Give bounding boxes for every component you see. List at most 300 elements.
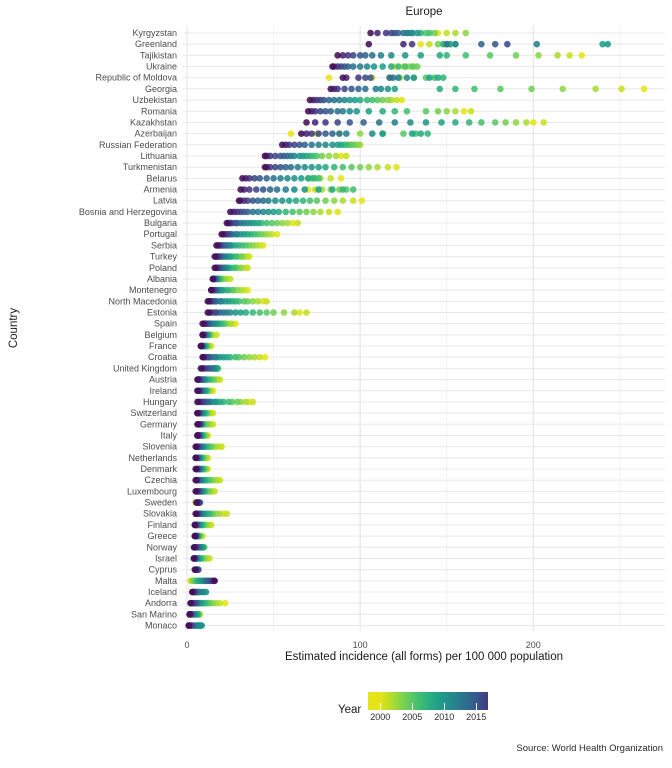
data-point — [346, 119, 353, 126]
data-point — [535, 52, 542, 59]
y-tick-label: Monaco — [144, 620, 177, 631]
legend-gradient — [368, 692, 488, 710]
data-point — [369, 52, 376, 59]
y-tick-label: Croatia — [147, 352, 177, 363]
data-point — [185, 622, 192, 629]
data-point — [604, 41, 611, 48]
data-point — [513, 52, 520, 59]
data-point — [357, 52, 364, 59]
data-point — [312, 119, 319, 126]
data-point — [315, 142, 322, 149]
data-point — [322, 197, 329, 204]
data-point — [513, 119, 520, 126]
y-tick-label: Lithuania — [140, 150, 177, 161]
data-point — [388, 52, 395, 59]
y-tick-label: Bosnia and Herzegovina — [78, 206, 177, 217]
legend-tick — [444, 703, 445, 710]
data-point — [385, 86, 392, 93]
data-point — [300, 197, 307, 204]
data-point — [314, 197, 321, 204]
data-point — [239, 175, 246, 182]
legend-colorbar — [368, 692, 488, 728]
data-point — [199, 320, 206, 327]
data-point — [411, 74, 418, 81]
data-point — [366, 164, 373, 171]
data-point — [305, 175, 312, 182]
y-tick-label: Tajikistan — [139, 50, 177, 61]
data-point — [199, 332, 206, 339]
data-point — [559, 86, 566, 93]
y-tick-label: France — [148, 341, 177, 352]
data-point — [322, 119, 329, 126]
y-tick-label: Belgium — [144, 329, 177, 340]
data-point — [348, 164, 355, 171]
data-point — [468, 108, 475, 115]
data-point — [194, 421, 201, 428]
y-tick-label: Czechia — [144, 475, 177, 486]
country-row — [288, 130, 431, 137]
data-point — [374, 30, 381, 37]
data-point — [423, 119, 430, 126]
data-point — [281, 309, 288, 316]
data-point — [291, 309, 298, 316]
data-point — [289, 209, 296, 216]
data-point — [641, 86, 648, 93]
legend-title: Year — [338, 704, 362, 716]
y-tick-label: Netherlands — [128, 452, 177, 463]
data-point — [353, 108, 360, 115]
country-row — [218, 231, 280, 238]
country-row — [279, 142, 364, 149]
data-point — [350, 197, 357, 204]
x-axis-label: Estimated incidence (all forms) per 100 000 population — [284, 651, 564, 663]
data-point — [492, 119, 499, 126]
y-tick-label: Estonia — [146, 307, 177, 318]
data-point — [327, 86, 334, 93]
legend-tick-label: 2010 — [434, 712, 455, 722]
data-point — [272, 197, 279, 204]
data-point — [393, 164, 400, 171]
country-row — [187, 578, 218, 585]
data-point — [435, 74, 442, 81]
country-row — [192, 510, 230, 517]
data-point — [191, 533, 198, 540]
data-point — [308, 142, 315, 149]
y-tick-label: Latvia — [152, 195, 177, 206]
data-point — [298, 130, 305, 137]
country-row — [199, 320, 238, 327]
country-row — [192, 443, 225, 450]
data-point — [331, 197, 338, 204]
country-row — [185, 622, 205, 629]
data-point — [211, 264, 218, 271]
data-point — [291, 175, 298, 182]
country-row — [329, 63, 420, 70]
y-tick-label: Switzerland — [130, 408, 177, 419]
data-point — [308, 164, 315, 171]
data-point — [443, 30, 450, 37]
data-point — [409, 41, 416, 48]
y-tick-label: Poland — [148, 262, 177, 273]
y-tick-label: Sweden — [144, 497, 177, 508]
data-point — [443, 108, 450, 115]
data-point — [277, 175, 284, 182]
data-point — [379, 130, 386, 137]
data-point — [360, 119, 367, 126]
data-point — [295, 164, 302, 171]
country-row — [211, 264, 250, 271]
country-row — [213, 242, 266, 249]
data-point — [270, 309, 277, 316]
data-point — [296, 209, 303, 216]
data-point — [334, 119, 341, 126]
y-tick-label: United Kingdom — [112, 363, 177, 374]
data-point — [504, 41, 511, 48]
data-point — [303, 119, 310, 126]
data-point — [426, 30, 433, 37]
data-point — [224, 220, 231, 227]
data-point — [378, 52, 385, 59]
data-point — [443, 52, 450, 59]
data-point — [462, 52, 469, 59]
country-row — [194, 421, 216, 428]
data-point — [331, 164, 338, 171]
data-point — [402, 63, 409, 70]
data-point — [282, 186, 289, 193]
country-row — [192, 466, 211, 473]
data-point — [326, 209, 333, 216]
data-point — [322, 164, 329, 171]
data-point — [478, 119, 485, 126]
data-point — [198, 365, 205, 372]
data-point — [592, 86, 599, 93]
legend-tick — [380, 703, 381, 710]
country-row — [194, 376, 223, 383]
data-point — [329, 186, 336, 193]
data-point — [492, 41, 499, 48]
data-point — [315, 186, 322, 193]
data-point — [383, 30, 390, 37]
data-point — [253, 186, 260, 193]
legend-tick-label: 2000 — [370, 712, 391, 722]
y-tick-label: Slovakia — [142, 508, 177, 519]
data-point — [263, 298, 270, 305]
y-tick-label: Italy — [160, 430, 177, 441]
country-row — [187, 600, 228, 607]
data-point — [282, 209, 289, 216]
y-tick-label: Albania — [146, 273, 177, 284]
y-axis-label: Country — [8, 307, 20, 349]
data-point — [198, 343, 205, 350]
data-point — [343, 153, 350, 160]
data-point — [424, 130, 431, 137]
data-point — [284, 175, 291, 182]
data-point — [471, 86, 478, 93]
data-point — [523, 119, 530, 126]
data-point — [293, 197, 300, 204]
data-point — [379, 63, 386, 70]
country-row — [186, 611, 203, 618]
data-point — [400, 41, 407, 48]
data-point — [391, 108, 398, 115]
y-tick-label: Uzbekistan — [132, 95, 177, 106]
data-point — [391, 86, 398, 93]
x-tick-label: 0 — [184, 640, 190, 650]
data-point — [452, 108, 459, 115]
country-row — [211, 253, 252, 260]
data-point — [391, 119, 398, 126]
country-row — [307, 97, 405, 104]
data-point — [366, 41, 373, 48]
y-tick-label: Norway — [146, 542, 177, 553]
y-tick-label: Denmark — [140, 464, 177, 475]
data-point — [502, 119, 509, 126]
data-point — [533, 41, 540, 48]
data-point — [334, 52, 341, 59]
data-point — [305, 108, 312, 115]
country-row — [194, 432, 211, 439]
y-tick-label: Israel — [154, 553, 177, 564]
chart-title: Europe — [405, 6, 443, 18]
country-row — [189, 589, 209, 596]
data-point — [407, 119, 414, 126]
data-point — [307, 97, 314, 104]
data-point — [333, 153, 340, 160]
country-row — [239, 175, 344, 182]
country-row — [210, 276, 234, 283]
country-row — [192, 477, 223, 484]
data-point — [443, 41, 450, 48]
y-tick-label: Turkmenistan — [122, 162, 177, 173]
data-point — [213, 242, 220, 249]
data-point — [260, 186, 267, 193]
y-tick-label: Ukraine — [145, 61, 177, 72]
data-point — [497, 86, 504, 93]
data-point — [426, 74, 433, 81]
data-point — [329, 63, 336, 70]
data-point — [326, 74, 333, 81]
data-point — [204, 298, 211, 305]
country-row — [198, 365, 222, 372]
legend-tick — [412, 703, 413, 710]
y-tick-label: Belarus — [146, 173, 177, 184]
data-point — [402, 52, 409, 59]
data-point — [191, 555, 198, 562]
data-point — [227, 209, 234, 216]
data-point — [189, 589, 196, 596]
data-point — [417, 41, 424, 48]
data-point — [327, 175, 334, 182]
y-tick-label: Greece — [147, 531, 177, 542]
country-row — [191, 566, 201, 573]
data-point — [364, 63, 371, 70]
data-point — [192, 455, 199, 462]
country-row — [262, 153, 350, 160]
data-point — [301, 186, 308, 193]
data-point — [409, 63, 416, 70]
y-tick-label: Ireland — [149, 385, 177, 396]
data-point — [192, 466, 199, 473]
y-tick-label: Armenia — [143, 184, 177, 195]
data-point — [298, 175, 305, 182]
y-tick-label: Kazakhstan — [129, 117, 177, 128]
y-tick-label: Romania — [140, 106, 177, 117]
country-row — [191, 555, 213, 562]
data-point — [530, 119, 537, 126]
x-tick-label: 200 — [525, 640, 541, 650]
data-point — [249, 309, 256, 316]
data-point — [379, 108, 386, 115]
legend — [338, 692, 488, 728]
data-point — [487, 52, 494, 59]
data-point — [267, 186, 274, 193]
y-tick-label: Luxembourg — [126, 486, 177, 497]
data-point — [357, 164, 364, 171]
data-point — [279, 197, 286, 204]
y-tick-label: Azerbaijan — [134, 128, 177, 139]
data-point — [341, 86, 348, 93]
data-point — [336, 130, 343, 137]
data-point — [249, 399, 256, 406]
country-row — [191, 544, 208, 551]
legend-tick — [476, 703, 477, 710]
data-point — [329, 142, 336, 149]
data-point — [426, 41, 433, 48]
data-point — [367, 30, 374, 37]
y-tick-label: Portugal — [143, 229, 177, 240]
y-tick-label: Kyrgyzstan — [132, 28, 177, 38]
data-point — [334, 209, 341, 216]
data-point — [386, 74, 393, 81]
country-row — [192, 499, 203, 506]
y-tick-label: Andorra — [144, 598, 177, 609]
data-point — [279, 142, 286, 149]
y-tick-label: Montenegro — [128, 285, 177, 296]
data-point — [322, 130, 329, 137]
data-point — [461, 108, 468, 115]
data-point — [194, 432, 201, 439]
country-row — [198, 343, 215, 350]
data-point — [218, 231, 225, 238]
y-tick-label: Serbia — [150, 240, 177, 251]
data-point — [466, 119, 473, 126]
country-row — [191, 533, 205, 540]
data-point — [540, 119, 547, 126]
data-point — [192, 443, 199, 450]
data-point — [262, 153, 269, 160]
data-point — [438, 119, 445, 126]
y-tick-label: Austria — [148, 374, 177, 385]
y-tick-label: Turkey — [149, 251, 177, 262]
data-point — [256, 309, 263, 316]
data-point — [355, 86, 362, 93]
data-point — [263, 175, 270, 182]
data-point — [310, 209, 317, 216]
data-point — [210, 276, 217, 283]
data-point — [340, 164, 347, 171]
data-point — [371, 63, 378, 70]
country-row — [204, 298, 269, 305]
data-point — [224, 510, 231, 517]
data-point — [199, 354, 206, 361]
data-point — [186, 611, 193, 618]
data-point — [237, 186, 244, 193]
country-row — [199, 354, 268, 361]
data-point — [208, 287, 215, 294]
y-tick-label: Hungary — [142, 396, 177, 407]
data-point — [211, 578, 218, 585]
data-point — [359, 197, 366, 204]
data-point — [566, 52, 573, 59]
data-point — [388, 63, 395, 70]
country-row — [194, 410, 216, 417]
country-row — [192, 455, 211, 462]
data-point — [395, 63, 402, 70]
data-point — [191, 522, 198, 529]
country-row — [192, 488, 218, 495]
data-point — [193, 499, 200, 506]
data-point — [192, 477, 199, 484]
data-point — [528, 86, 535, 93]
data-point — [357, 130, 364, 137]
country-row — [208, 287, 251, 294]
data-point — [452, 86, 459, 93]
y-tick-label: San Marino — [130, 609, 177, 620]
data-point — [400, 130, 407, 137]
data-point — [211, 253, 218, 260]
data-point — [385, 164, 392, 171]
data-point — [618, 86, 625, 93]
country-row — [204, 309, 309, 316]
data-point — [288, 130, 295, 137]
data-point — [338, 175, 345, 182]
data-point — [340, 74, 347, 81]
data-point — [286, 197, 293, 204]
data-point — [452, 119, 459, 126]
data-point — [350, 186, 357, 193]
data-point — [366, 108, 373, 115]
data-point — [307, 197, 314, 204]
data-point — [369, 130, 376, 137]
data-point — [340, 186, 347, 193]
y-tick-label: Slovenia — [142, 441, 177, 452]
data-point — [417, 130, 424, 137]
data-point — [329, 130, 336, 137]
country-row — [194, 399, 256, 406]
data-point — [204, 309, 211, 316]
y-tick-label: Malta — [154, 575, 177, 586]
data-point — [194, 387, 201, 394]
data-point — [376, 119, 383, 126]
y-tick-label: Cyprus — [148, 564, 177, 575]
data-point — [364, 97, 371, 104]
data-point — [191, 544, 198, 551]
y-tick-label: Spain — [153, 318, 177, 329]
data-point — [374, 164, 381, 171]
data-point — [322, 142, 329, 149]
x-tick-label: 100 — [352, 640, 368, 650]
data-point — [326, 153, 333, 160]
data-point — [435, 108, 442, 115]
data-point — [436, 86, 443, 93]
y-tick-label: Finland — [147, 519, 177, 530]
data-point — [404, 108, 411, 115]
country-row — [236, 197, 366, 204]
data-point — [295, 220, 302, 227]
data-point — [194, 410, 201, 417]
data-point — [315, 130, 322, 137]
data-point — [303, 309, 310, 316]
